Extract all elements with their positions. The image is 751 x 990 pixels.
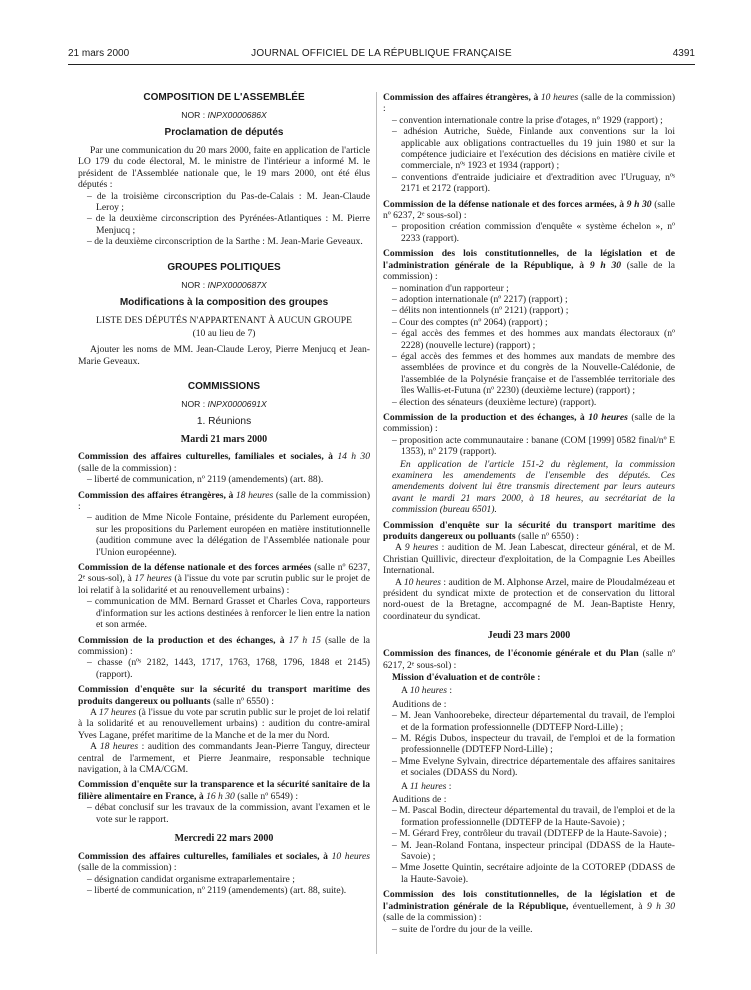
list-item: – suite de l'ordre du jour de la veille. bbox=[392, 923, 533, 935]
list-item: – égal accès des femmes et des hommes aux mandats électoraux (nº 2228) (nouvelle lecture) (rapport) ; bbox=[392, 328, 675, 351]
commission-heading: Commission des finances, de l'économie générale et du Plan (salle nº 6217, 2ᵉ sous-sol) : bbox=[383, 648, 675, 671]
section-subtitle: Modifications à la composition des groupes bbox=[119, 296, 329, 308]
list-item: – Mme Evelyne Sylvain, directrice départementale des affaires sanitaires et sociales (DDASS du Nord). bbox=[392, 755, 675, 779]
list-item: – débat conclusif sur les travaux de la commission, avant l'examen et le vote sur le rapport. bbox=[87, 802, 370, 825]
commission-heading: Commission des lois constitutionnelles, de la législation et de l'administration générale de la République, éventuellement, à 9 h 30 (salle de la commission) : bbox=[383, 889, 675, 924]
left-column bbox=[78, 92, 370, 897]
auditions-label: Auditions de : bbox=[392, 794, 447, 806]
nor-reference: NOR : INPX0000686X bbox=[181, 109, 267, 120]
commission-heading: Commission des affaires culturelles, familiales et sociales, à 10 heures (salle de la commission) : bbox=[78, 850, 371, 874]
list-item: – égal accès des femmes et des hommes aux mandats de membre des assemblées de province et du congrès de la Nouvelle-Calédonie, de l'assemblée de la Polynésie française et de l'assemblée territoriale des îles Wallis-et-Futuna (nº 2230) (deuxième lecture) (rapport) ; bbox=[392, 350, 675, 397]
list-item: – délits non intentionnels (nº 2121) (rapport) ; bbox=[392, 305, 569, 317]
commission-heading: Commission d'enquête sur la sécurité du transport maritime des produits dangereux ou polluants (salle nº 6550) : bbox=[78, 684, 370, 707]
list-item: – de la troisième circonscription du Pas-de-Calais : M. Jean-Claude Leroy ; bbox=[87, 190, 370, 214]
mission-heading: Mission d'évaluation et de contrôle : bbox=[392, 671, 541, 683]
commission-heading: Commission de la production et des échanges, à 17 h 15 (salle de la commission) : bbox=[78, 634, 371, 657]
section-subtitle: Proclamation de députés bbox=[164, 127, 284, 139]
italic-note: En application de l'article 151-2 du règlement, la commission examinera les amendements de l'ensemble des députés. Ces amendements doivent lui être transmis directement par leurs auteurs avant le mardi 21 mars 2000, à 18 heures, au secrétariat de la commission (bureau 6501). bbox=[392, 458, 675, 516]
auditions-label: Auditions de : bbox=[392, 698, 447, 710]
subsection-number: 1. Réunions bbox=[196, 416, 252, 428]
nor-reference: NOR : INPX0000687X bbox=[181, 279, 267, 290]
paragraph: Ajouter les noms de MM. Jean-Claude Leroy, Pierre Menjucq et Jean-Marie Geveaux. bbox=[78, 344, 370, 367]
list-item: – conventions d'entraide judiciaire et d'extradition avec l'Uruguay, nºˢ 2171 et 2172 (rapport). bbox=[392, 171, 675, 195]
hearing-paragraph: A 9 heures : audition de M. Jean Labescat, directeur général, et de M. Christian Quillivic, directeur d'exploitation, de la Compagnie Les Abeilles International. bbox=[383, 542, 675, 577]
commission-heading: Commission d'enquête sur la transparence et la sécurité sanitaire de la filière alimentaire en France, à 16 h 30 (salle nº 6549) : bbox=[78, 779, 370, 802]
time-heading: A 11 heures : bbox=[401, 780, 452, 792]
list-item: – liberté de communication, nº 2119 (amendements) (art. 88). bbox=[87, 474, 324, 486]
hearing-paragraph: A 17 heures (à l'issue du vote par scrutin public sur le projet de loi relatif à la solidarité et au renouvellement urbains) : audition du contre-amiral Yves Lagane, préfet maritime de la Manche et de la mer du Nord. bbox=[78, 706, 370, 741]
section-title: COMPOSITION DE L'ASSEMBLÉE bbox=[143, 92, 305, 103]
list-item: – convention internationale contre la prise d'otages, nº 1929 (rapport) ; bbox=[392, 114, 663, 126]
page-number: 4391 bbox=[672, 48, 695, 59]
section-title: GROUPES POLITIQUES bbox=[167, 261, 281, 273]
list-item: – Mme Josette Quintin, secrétaire adjointe de la COTOREP (DDASS de la Haute-Savoie). bbox=[392, 862, 675, 885]
list-item: – de la deuxième circonscription de la Sarthe : M. Jean-Marie Geveaux. bbox=[87, 236, 363, 248]
commission-heading: Commission de la défense nationale et des forces armées (salle nº 6237, 2ᵉ sous-sol), à 17 heures (à l'issue du vote par scrutin public sur le projet de loi relatif à la solidarité et au renouvellement urbains) : bbox=[78, 562, 370, 596]
list-item: – désignation candidat organisme extraparlementaire ; bbox=[87, 873, 295, 885]
commission-heading: Commission des affaires étrangères, à 10 heures (salle de la commission) : bbox=[383, 92, 676, 115]
list-item: – liberté de communication, nº 2119 (amendements) (art. 88, suite). bbox=[87, 885, 347, 897]
right-column bbox=[383, 92, 675, 935]
commission-heading: Commission d'enquête sur la sécurité du transport maritime des produits dangereux ou polluants (salle nº 6550) : bbox=[383, 519, 675, 543]
list-item: – audition de Mme Nicole Fontaine, présidente du Parlement européen, sur les propositions du Parlement européen en matière institutionnelle (audition commune avec la délégation de l'Assemblée nationale pour l'Union européenne). bbox=[87, 512, 370, 558]
column-divider bbox=[376, 92, 377, 954]
header-rule bbox=[68, 64, 695, 65]
section-title: COMMISSIONS bbox=[187, 381, 261, 393]
commission-heading: Commission des affaires étrangères, à 18 heures (salle de la commission) : bbox=[78, 489, 371, 513]
list-item: – proposition création commission d'enquête « système échelon », nº 2233 (rapport). bbox=[392, 221, 675, 244]
page-header bbox=[68, 48, 695, 62]
list-item: – M. Régis Dubos, inspecteur du travail, de l'emploi et de la formation professionnelle (DDTEFP Nord-Lille) ; bbox=[392, 733, 675, 756]
hearing-paragraph: A 10 heures : audition de M. Alphonse Arzel, maire de Ploudalmézeau et président du syndicat mixte de protection et de conservation du littoral nord-ouest de la Bretagne, accompagné de M. Jean-Baptiste Henry, coordinateur du syndicat. bbox=[383, 576, 675, 622]
commission-heading: Commission des affaires culturelles, familiales et sociales, à 14 h 30 (salle de la commission) : bbox=[78, 451, 371, 474]
list-item: – M. Jean Vanhoorebeke, directeur départemental du travail, de l'emploi et de la formation professionnelle (DDTEFP Nord-Lille) ; bbox=[392, 710, 675, 733]
list-item: – M. Pascal Bodin, directeur départemental du travail, de l'emploi et de la formation professionnelle (DDTEFP de la Haute-Savoie) ; bbox=[392, 805, 675, 828]
list-item: – M. Jean-Roland Fontana, inspecteur principal (DDASS de la Haute-Savoie) ; bbox=[392, 839, 675, 863]
list-item: – proposition acte communautaire : banane (COM [1999] 0582 final/nº E 1353), nº 2179 (rapport). bbox=[392, 434, 675, 458]
list-title: LISTE DES DÉPUTÉS N'APPARTENANT À AUCUN GROUPE bbox=[96, 314, 352, 326]
commission-heading: Commission de la défense nationale et des forces armées, à 9 h 30 (salle nº 6237, 2ᵉ sous-sol) : bbox=[383, 198, 675, 222]
paragraph: Par une communication du 20 mars 2000, faite en application de l'article LO 179 du code électoral, M. le ministre de l'intérieur a informé M. le président de l'Assemblée nationale que, le 19 mars 2000, ont été élus députés : bbox=[78, 145, 370, 191]
commission-heading: Commission de la production et des échanges, à 10 heures (salle de la commission) : bbox=[383, 411, 675, 435]
journal-title: JOURNAL OFFICIEL DE LA RÉPUBLIQUE FRANÇAISE bbox=[251, 48, 512, 59]
hearing-paragraph: A 18 heures : audition des commandants Jean-Pierre Tanguy, directeur central de l'armement, et Pierre Jeanmaire, responsable technique navigation, à la CMA/CGM. bbox=[78, 741, 370, 775]
day-heading: Mardi 21 mars 2000 bbox=[180, 433, 268, 445]
list-item: – élection des sénateurs (deuxième lecture) (rapport). bbox=[392, 396, 597, 408]
header-date: 21 mars 2000 bbox=[68, 48, 130, 59]
list-item: – adhésion Autriche, Suède, Finlande aux conventions sur la loi applicable aux obligations contractuelles du 19 juin 1980 et sur la compétence judiciaire et l'exécution des décisions en matière civile et commerciale, nºˢ 1923 et 1934 (rapport) ; bbox=[392, 126, 675, 172]
day-heading: Jeudi 23 mars 2000 bbox=[487, 630, 571, 642]
time-heading: A 10 heures : bbox=[401, 685, 453, 697]
list-item: – communication de MM. Bernard Grasset et Charles Cova, rapporteurs d'information sur les actions destinées à renforcer le lien entre la nation et son armée. bbox=[87, 596, 370, 631]
list-item: – chasse (nºˢ 2182, 1443, 1717, 1763, 1768, 1796, 1848 et 2145) (rapport). bbox=[87, 657, 370, 680]
list-item: – nomination d'un rapporteur ; bbox=[392, 282, 509, 294]
list-item: – Cour des comptes (nº 2064) (rapport) ; bbox=[392, 316, 548, 328]
list-count: (10 au lieu de 7) bbox=[192, 328, 256, 340]
list-item: – adoption internationale (nº 2217) (rapport) ; bbox=[392, 293, 568, 305]
list-item: – M. Gérard Frey, contrôleur du travail (DDTEFP de la Haute-Savoie) ; bbox=[392, 828, 667, 840]
list-item: – de la deuxième circonscription des Pyrénées-Atlantiques : M. Pierre Menjucq ; bbox=[87, 213, 370, 236]
nor-reference: NOR : INPX0000691X bbox=[181, 399, 267, 410]
commission-heading: Commission des lois constitutionnelles, de la législation et de l'administration générale de la République, à 9 h 30 (salle de la commission) : bbox=[383, 248, 676, 283]
day-heading: Mercredi 22 mars 2000 bbox=[174, 833, 274, 845]
